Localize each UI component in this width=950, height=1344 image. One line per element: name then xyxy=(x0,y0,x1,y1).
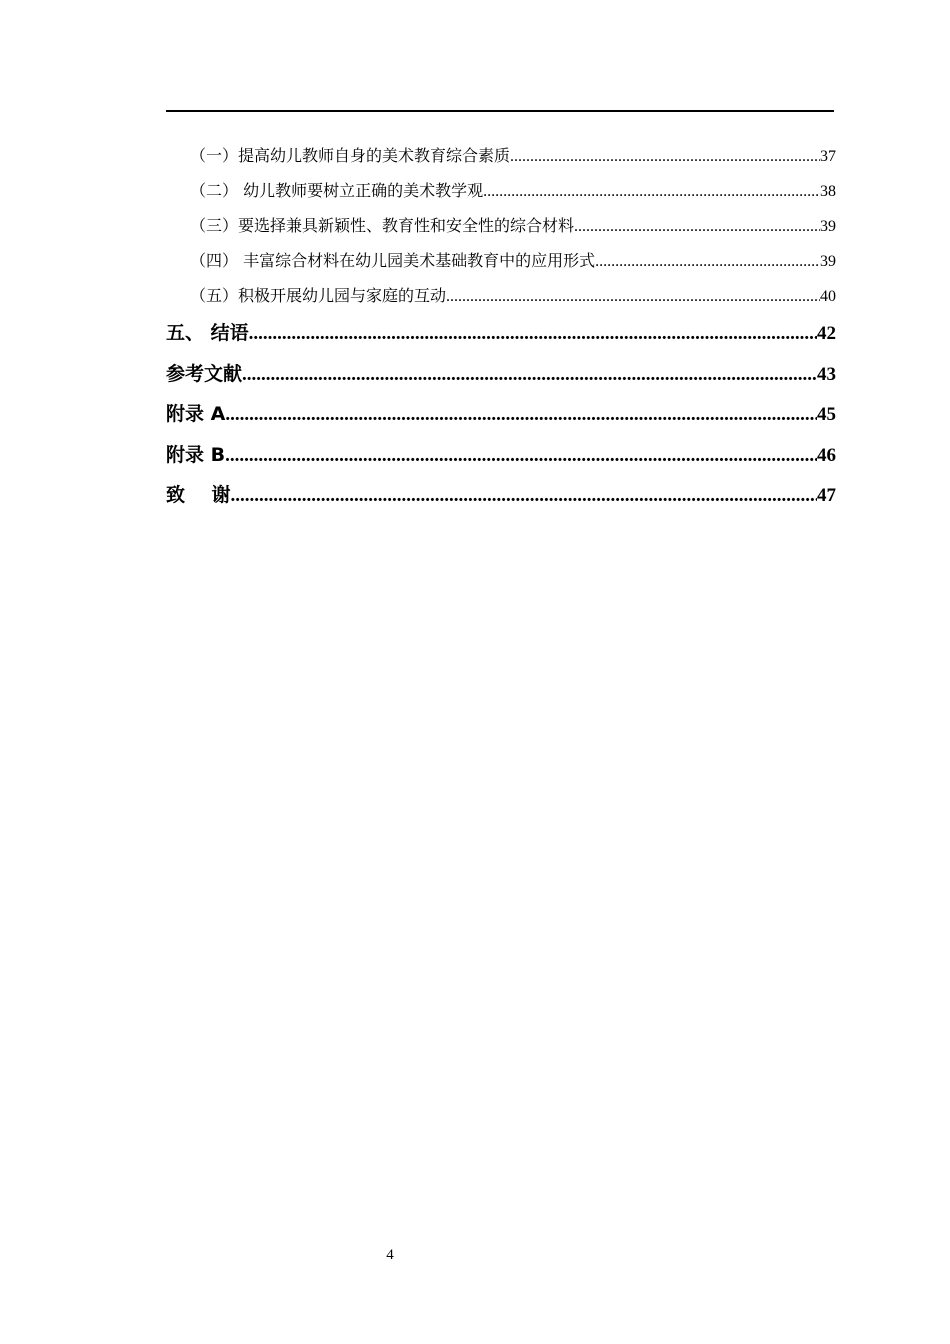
table-of-contents xyxy=(166,143,836,521)
page-number: 4 xyxy=(386,1247,394,1263)
toc-leader-dots xyxy=(574,214,820,240)
toc-entry-1-1[interactable] xyxy=(166,143,836,178)
toc-entry-page: 42 xyxy=(817,323,836,344)
toc-entry-1-4[interactable] xyxy=(166,248,836,283)
toc-leader-dots xyxy=(225,400,817,430)
toc-leader-dots xyxy=(249,319,817,349)
toc-leader-dots xyxy=(225,441,817,471)
toc-entry-page: 38 xyxy=(820,183,836,200)
toc-entry-references[interactable] xyxy=(166,359,836,400)
toc-leader-dots xyxy=(446,284,820,310)
toc-entry-page: 43 xyxy=(817,363,836,385)
toc-entry-1-3[interactable] xyxy=(166,213,836,248)
toc-leader-dots xyxy=(242,360,817,390)
toc-leader-dots xyxy=(483,179,820,205)
toc-leader-dots xyxy=(510,144,820,170)
toc-entry-title: （四） 丰富综合材料在幼儿园美术基础教育中的应用形式 xyxy=(190,251,596,270)
toc-leader-dots xyxy=(230,481,817,511)
toc-leader-dots xyxy=(595,249,820,275)
toc-entry-page: 46 xyxy=(817,444,836,466)
toc-entry-appendix-a[interactable] xyxy=(166,399,836,440)
toc-entry-acknowledgements[interactable] xyxy=(166,480,836,521)
toc-entry-appendix-b[interactable] xyxy=(166,440,836,481)
toc-entry-page: 39 xyxy=(820,218,836,235)
toc-entry-1-2[interactable] xyxy=(166,178,836,213)
toc-entry-page: 47 xyxy=(817,485,836,506)
toc-entry-title: 致 谢 xyxy=(166,484,231,506)
toc-entry-title: 附录 B xyxy=(166,443,226,466)
toc-entry-page: 40 xyxy=(820,288,836,305)
toc-entry-title: （三）要选择兼具新颖性、教育性和安全性的综合材料 xyxy=(190,216,575,235)
toc-entry-conclusion[interactable] xyxy=(166,318,836,359)
toc-entry-1-5[interactable] xyxy=(166,283,836,318)
toc-entry-title: （一）提高幼儿教师自身的美术教育综合素质 xyxy=(190,146,511,165)
toc-entry-page: 39 xyxy=(820,253,836,270)
toc-entry-title: （五）积极开展幼儿园与家庭的互动 xyxy=(190,286,447,305)
toc-entry-page: 37 xyxy=(820,148,836,165)
header-rule xyxy=(166,110,834,112)
toc-entry-page: 45 xyxy=(817,404,836,425)
toc-entry-title: 附录 A xyxy=(166,403,226,425)
toc-entry-title: 五、 结语 xyxy=(166,322,249,344)
toc-entry-title: （二） 幼儿教师要树立正确的美术教学观 xyxy=(190,181,484,200)
toc-entry-title: 参考文献 xyxy=(166,362,243,385)
